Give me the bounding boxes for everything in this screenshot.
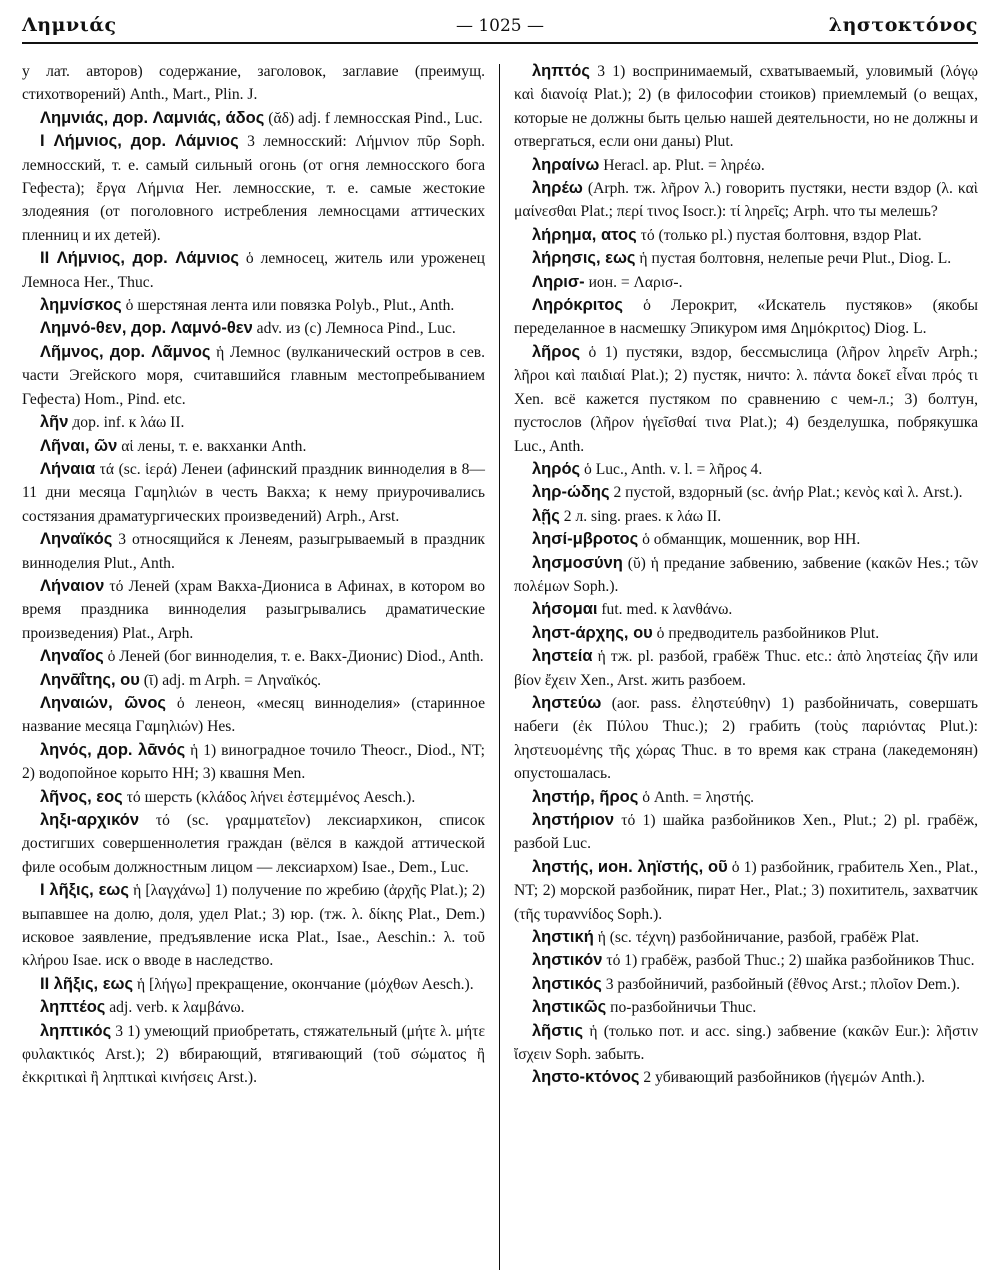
entry-definition: adj. verb. к λαμβάνω.: [109, 999, 245, 1017]
entry-definition: ἡ пустая болтовня, нелепые речи Plut., Diog. L.: [639, 250, 952, 268]
page-number: — 1025 —: [455, 16, 545, 36]
dictionary-entry: [514, 528, 978, 551]
entry-headword: ληπτός: [532, 62, 590, 80]
entry-definition: ἡ [λήγω] прекращение, окончание (μόχθων Aesch.).: [136, 975, 474, 993]
dictionary-entry: [22, 411, 485, 434]
entry-headword: λημνίσκος: [40, 296, 122, 315]
entry-headword: I Λήμνιος, дор. Λάμνιος: [40, 132, 239, 151]
left-running-headword: Λημνιάς: [22, 14, 117, 36]
dictionary-entry: [514, 598, 978, 621]
entry-definition: ὁ Luc., Anth. v. l. = λῆρος 4.: [584, 460, 763, 478]
dictionary-entry: [514, 177, 978, 224]
dictionary-entry: [514, 973, 978, 996]
entry-headword: ληστικός: [532, 974, 602, 993]
entry-headword: Λημνιάς, дор. Λαμνιάς, άδος: [40, 108, 265, 127]
entry-definition: αἱ лены, т. е. вакханки Anth.: [121, 437, 307, 455]
entry-definition: 3 относящийся к Ленеям, разыгрываемый в праздник винноделия Plut., Anth.: [22, 531, 485, 572]
entry-headword: Λῆναι, ῶν: [40, 436, 118, 455]
dictionary-entry: [514, 996, 978, 1019]
entry-headword: λῆστις: [532, 1021, 584, 1040]
dictionary-entry: [22, 879, 485, 973]
entry-definition: ὁ Anth. = ληστής.: [642, 788, 755, 806]
entry-definition: ἡ Лемнос (вулканический остров в сев. части Эгейского моря, считавшийся главным местопребыванием Гефеста) Hom., Pind. etc.: [22, 343, 485, 408]
entry-definition: τό Леней (храм Вакха-Диониса в Афинах, в котором во время праздника винноделия разыгрывались драматические произведения) Plat., Arph.: [22, 577, 485, 642]
entry-definition: (ῠ) ἡ предание забвению, забвение (κακῶν Hes.; τῶν πολέμων Soph.).: [514, 554, 978, 595]
dictionary-entry: [514, 622, 978, 645]
entry-headword: λῆρος: [532, 342, 581, 361]
page-header: [22, 12, 978, 42]
entry-definition: ἡ [λαγχάνω] 1) получение по жребию (ἀρχῆς Plat.); 2) выпавшее на долю, доля, удел Plat.; 3) юр. (тж. λ. δίκης Plat., Dem.) исковое заявление, предъявление иска Plat., Isae., Aeschin.: λ. τοῦ κλήρου Isae. иск о вводе в наследство.: [22, 882, 485, 970]
entry-definition: у лат. авторов) содержание, заголовок, заглавие (преимущ. стихотворений) Anth., Mart., Plin. J.: [22, 63, 485, 104]
entry-definition: ἡ (только пот. и acc. sing.) забвение (κακῶν Eur.): λῆστιν ἴσχειν Soph. забыть.: [514, 1022, 979, 1064]
column-divider: [499, 64, 500, 1270]
entry-definition: 3 1) воспринимаемый, схватываемый, уловимый (λόγῳ καὶ διανοίᾳ Plat.); 2) (в философии стоиков) приемлемый (о вещах, которые не должны быть целью нашей деятельности, но не должны и отвергаться, если они даны) Plut.: [514, 63, 978, 151]
dictionary-entry: [514, 247, 978, 270]
entry-headword: ληστής, ион. ληϊστής, οῦ: [532, 857, 728, 876]
dictionary-entry: [514, 949, 978, 972]
dictionary-entry: [514, 809, 978, 856]
right-running-headword: ληστοκτόνος: [828, 14, 978, 36]
dictionary-entry: [22, 645, 485, 668]
dictionary-entry: [22, 60, 485, 107]
entry-headword: ληστήριον: [532, 811, 615, 829]
dictionary-entry: [514, 926, 978, 949]
entry-definition: 3 лемносский: Λήμνιον πῦρ Soph. лемносский, т. е. самый сильный огонь (от огня лемносского бога Гефеста); ἔργα Λήμνια Her. лемносские, т. е. самые жестокие злодеяния (от поголовного истребления лемносцами аттических пленниц и их детей).: [22, 133, 485, 244]
entry-headword: ληστ-άρχης, ου: [532, 623, 653, 642]
dictionary-entry: [514, 1020, 978, 1067]
entry-definition: τό (только pl.) пустая болтовня, вздор Plat.: [640, 226, 922, 244]
entry-headword: II Λήμνιος, дор. Λάμνιος: [40, 249, 239, 268]
dictionary-entry: [22, 317, 485, 340]
dictionary-entry: [514, 341, 978, 458]
entry-headword: I λῆξις, εως: [40, 881, 129, 900]
entry-definition: ἡ 1) виноградное точило Theocr., Diod., NT; 2) водопойное корыто HH; 3) квашня Men.: [22, 741, 485, 783]
dictionary-entry: [514, 271, 978, 294]
dictionary-entry: [514, 458, 978, 481]
entry-headword: ληπτέος: [40, 998, 106, 1017]
dictionary-entry: [22, 1020, 485, 1090]
entry-definition: τό 1) грабёж, разбой Thuc.; 2) шайка разбойников Thuc.: [606, 952, 975, 970]
dictionary-entry: [22, 973, 485, 996]
dictionary-entry: [22, 786, 485, 809]
entry-definition: ἡ (sc. τέχνη) разбойничание, разбой, грабёж Plat.: [597, 929, 920, 947]
entry-definition: ὁ обманщик, мошенник, вор HH.: [642, 531, 861, 549]
dictionary-entry: [22, 247, 485, 294]
entry-definition: ἡ тж. pl. разбой, грабёж Thuc. etc.: ἀπὸ ληστείας ζῆν или βίον ἔχειν Xen., Arst. жить разбоем.: [514, 648, 978, 689]
entry-definition: 2 л. sing. praes. к λάω II.: [563, 507, 722, 525]
dictionary-entry: [22, 809, 485, 879]
entry-headword: ληστο-κτόνος: [532, 1068, 640, 1087]
entry-headword: ληρ-ώδης: [532, 483, 610, 502]
entry-headword: ληστικῶς: [532, 998, 607, 1017]
entry-definition: τό (sc. γραμματεῖον) лексиархикон, список достигших совершеннолетия граждан (вёлся в каждой аттической филе особым должностным лицом — лексиархом) Isae., Dem., Luc.: [22, 812, 485, 876]
entry-definition: (Arph. тж. λῆρον λ.) говорить пустяки, нести вздор (λ. καὶ μαίνεσθαι Plat.; περί τινος Isocr.): τί ληρεῖς; Arph. что ты мелешь?: [514, 180, 979, 221]
entry-definition: дор. inf. к λάω II.: [72, 414, 185, 432]
left-column: [22, 60, 485, 1090]
entry-headword: ληρός: [532, 459, 581, 478]
dictionary-entry: [22, 996, 485, 1019]
entry-definition: ὁ Лерокрит, «Искатель пустяков» (якобы переделанное в насмешку Эпикуром имя Δημόκριτος) Diog. L.: [514, 297, 978, 338]
dictionary-entry: [514, 856, 978, 926]
dictionary-entry: [22, 107, 485, 130]
entry-definition: fut. med. к λανθάνω.: [601, 601, 733, 619]
dictionary-entry: [22, 294, 485, 317]
entry-headword: λῆνος, εος: [40, 787, 123, 806]
entry-headword: Ληναῖος: [40, 647, 104, 666]
entry-definition: 3 1) умеющий приобретать, стяжательный (μήτε λ. μήτε φυλακτικός Arst.); 2) вбирающий, втягивающий (τοῦ σώματος ἢ ἐκκριτικαὶ ἢ ληπτικαὶ κινήσεις Arst.).: [22, 1022, 485, 1087]
entry-definition: (aor. pass. ἐληστεύθην) 1) разбойничать, совершать набеги (ἐκ Πύλου Thuc.); 2) грабить (τοὺς παριόντας Plut.): ληστευομένης τῆς χώρας Thuc. в то время как страна (лакедемонян) опустошалась.: [514, 694, 978, 783]
entry-definition: (ῑ) adj. m Arph. = Ληναϊκός.: [143, 671, 322, 689]
entry-headword: Ληναιών, ῶνος: [40, 693, 167, 712]
dictionary-entry: [514, 1066, 978, 1089]
dictionary-entry: [22, 458, 485, 528]
entry-headword: ληστεία: [532, 647, 593, 666]
entry-headword: Λήναιον: [40, 576, 105, 595]
dictionary-entry: [22, 692, 485, 739]
dictionary-entry: [514, 552, 978, 599]
entry-headword: ληραίνω: [532, 155, 600, 174]
entry-definition: ὁ 1) пустяки, вздор, бессмыслица (λῆρον ληρεῖν Arph.; λῆροι καὶ παιδιαί Plat.); 2) пустяк, ничто: λ. πάντα δοκεῖ εἶναι πρός τι Xen. всё кажется пустяком по сравнению с чем-л.; 3) болтун, пустослов (λῆρον ἡγεῖσθαί τινα Plat.); 4) безделушка, побрякушка Luc., Anth.: [514, 343, 978, 455]
entry-headword: Ληνᾱΐτης, ου: [40, 670, 140, 689]
entry-headword: ληστική: [532, 928, 594, 947]
dictionary-entry: [514, 505, 978, 528]
entry-definition: ὁ предводитель разбойников Plut.: [656, 624, 880, 642]
dictionary-entry: [514, 224, 978, 247]
entry-definition: Heracl. ap. Plut. = ληρέω.: [603, 156, 765, 174]
entry-headword: ληξι-αρχικόν: [40, 811, 140, 829]
dictionary-entry: [22, 739, 485, 786]
entry-definition: ὁ шерстяная лента или повязка Polyb., Plut., Anth.: [125, 297, 455, 315]
dictionary-entry: [22, 341, 485, 411]
entry-definition: по-разбойничьи Thuc.: [610, 999, 757, 1017]
entry-headword: Λημνό-θεν, дор. Λαμνό-θεν: [40, 319, 253, 338]
entry-headword: Λήναια: [40, 459, 96, 478]
dictionary-entry: [514, 294, 978, 341]
entry-headword: Ληρόκριτος: [532, 296, 623, 315]
dictionary-entry: [514, 645, 978, 692]
entry-headword: λῆν: [40, 413, 69, 432]
dictionary-entry: [514, 154, 978, 177]
entry-headword: λησί-μβροτος: [532, 530, 639, 549]
entry-definition: τό 1) шайка разбойников Xen., Plut.; 2) pl. грабёж, разбой Luc.: [514, 812, 978, 853]
entry-headword: ληστικόν: [532, 951, 603, 970]
entry-headword: II λῆξις, εως: [40, 974, 134, 993]
dictionary-entry: [22, 435, 485, 458]
dictionary-entry: [22, 669, 485, 692]
dictionary-entry: [514, 60, 978, 154]
entry-headword: Ληρισ-: [532, 272, 585, 291]
dictionary-entry: [514, 786, 978, 809]
entry-headword: ληπτικός: [40, 1021, 112, 1040]
entry-headword: ληνός, дор. λᾱνός: [40, 740, 186, 759]
header-rule: [22, 42, 978, 44]
entry-definition: τό шерсть (κλάδος λήνει ἐστεμμένος Aesch.).: [126, 788, 416, 806]
entry-headword: ληρέω: [532, 179, 583, 198]
dictionary-entry: [514, 692, 978, 786]
entry-definition: τά (sc. ἱερά) Ленеи (афинский праздник винноделия в 8—11 дни месяца Γαμηλιών в честь Вакха; к нему приурочивались состязания драматургических произведений) Arph., Arst.: [22, 460, 485, 525]
dictionary-entry: [22, 528, 485, 575]
entry-headword: Λῆμνος, дор. Λᾶμνος: [40, 342, 211, 361]
entry-headword: ληστεύω: [532, 693, 602, 712]
entry-headword: λησμοσύνη: [532, 553, 623, 572]
entry-definition: ὁ лемносец, житель или уроженец Лемноса Her., Thuc.: [22, 250, 486, 291]
entry-definition: 2 убивающий разбойников (ἡγεμών Anth.).: [643, 1069, 926, 1087]
entry-headword: λῇς: [532, 506, 560, 525]
entry-definition: ὁ ленеон, «месяц винноделия» (старинное название месяца Γαμηλιών) Hes.: [22, 694, 485, 736]
entry-headword: ληστήρ, ῆρος: [532, 787, 639, 806]
entry-definition: adv. из (с) Лемноса Pind., Luc.: [256, 320, 456, 338]
dictionary-entry: [22, 575, 485, 645]
entry-headword: λήσομαι: [532, 600, 598, 619]
entry-definition: ὁ 1) разбойник, грабитель Xen., Plat., NT; 2) морской разбойник, пират Her., Plat.; 3) похититель, захватчик (τῆς τυραννίδος Soph.).: [514, 858, 978, 923]
entry-definition: ὁ Леней (бог винноделия, т. е. Вакх-Дионис) Diod., Anth.: [107, 648, 484, 666]
entry-headword: Ληναϊκός: [40, 530, 113, 549]
entry-headword: λήρησις, εως: [532, 249, 636, 268]
right-column: [514, 60, 978, 1090]
entry-definition: (ᾰδ) adj. f лемносская Pind., Luc.: [268, 109, 483, 127]
dictionary-entry: [22, 130, 485, 247]
dictionary-entry: [514, 481, 978, 504]
entry-headword: λήρημα, ατος: [532, 225, 637, 244]
entry-definition: 2 пустой, вздорный (sc. ἀνήρ Plat.; κενὸς καὶ λ. Arst.).: [613, 484, 963, 502]
entry-definition: 3 разбойничий, разбойный (ἔθνος Arst.; πλοῖον Dem.).: [605, 975, 960, 993]
entry-definition: ион. = Λαρισ-.: [588, 273, 683, 291]
